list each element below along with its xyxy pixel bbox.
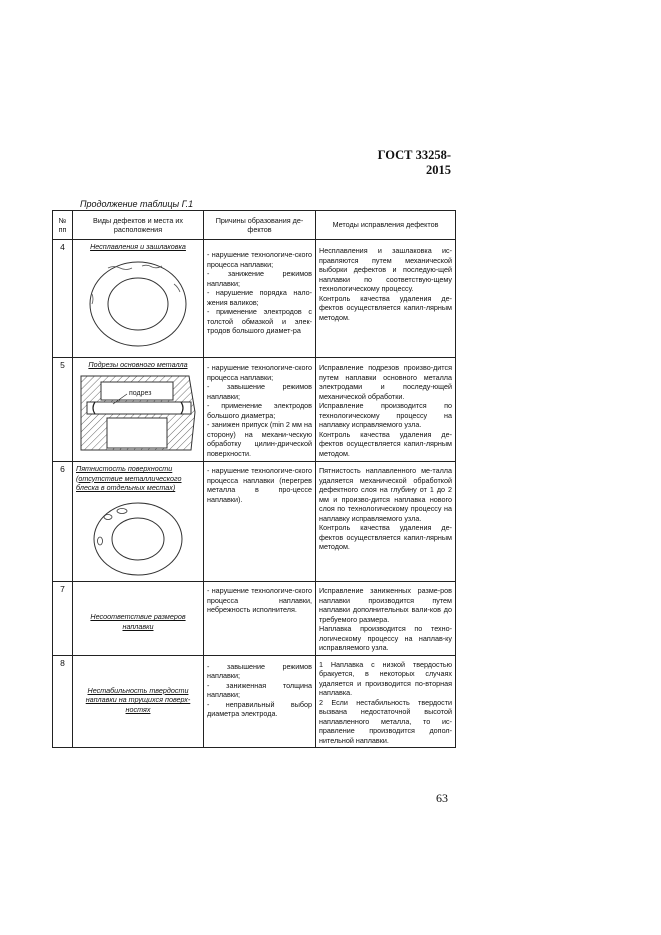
methods-cell [316,240,456,358]
method-line: 2 Если нестабильность твердости вызвана недостаточной высотой наплавленного металла, то ис-правление производится допол-нительной наплавки. [319,697,452,745]
methods-cell [316,655,456,748]
causes-cell [204,358,316,462]
table-row [53,358,456,462]
cause-line: - нарушение порядка нало-жения валиков; [207,288,312,307]
row-number: 6 [53,462,73,582]
undercut-label: подрез [129,389,152,397]
ring-spots-figure [86,495,190,579]
methods-cell [316,358,456,462]
cause-line: - нарушение технологиче-ского процесса наплавки, небрежность исполнителя. [207,586,312,614]
defect-cell [73,240,204,358]
method-line: Несплавления и зашлаковка ис-правляются путем механической выборки дефектов и последую-щей наплавки по соответствую-щему технологическому процессу. [319,246,452,293]
header-defect-type: Виды дефектов и места их расположения [73,211,204,240]
row-number: 7 [53,582,73,656]
header-methods: Методы исправления дефектов [316,211,456,240]
table-row [53,582,456,656]
cause-line: - применение электродов большого диаметра; [207,401,312,420]
table-row [53,462,456,582]
defect-title: Несплавления и зашлаковка [90,242,186,251]
undercut-section-figure [77,372,199,454]
causes-cell [204,582,316,656]
method-line: 1 Наплавка с низкой твердостью бракуется, в некоторых случаях удаляется и производится по-вторная наплавка. [319,659,452,697]
method-line: Пятнистость наплавленного ме-талла удаляется механической обработкой дефектного слоя на глубину от 1 до 2 мм и произво-дится наплавка нового слоя по технологическому процессу на наплавку исправляемого узла. [319,466,452,523]
method-line: Контроль качества удаления де-фектов осуществляется капил-лярным методом. [319,523,452,551]
method-line: Исправление заниженных разме-ров наплавки производится путем наплавки дополнительных вали-ков до требуемого размера. [319,586,452,624]
causes-cell [204,240,316,358]
method-line: Контроль качества удаления де-фектов осуществляется капил-лярным методом. [319,293,452,322]
ring-slag-figure [78,254,198,350]
document-code: ГОСТ 33258-2015 [377,148,451,177]
method-line: Исправление производится по технологическому процессу на наплавку исправляемого узла. [319,401,452,429]
defect-title: Несоответствие размеров наплавки [90,612,186,631]
causes-cell [204,655,316,748]
cause-line: - заниженная толщина наплавки; [207,680,312,699]
method-line: Контроль качества удаления де-фектов осуществляется капил-лярным методом. [319,429,452,458]
defect-cell [73,582,204,656]
header-causes: Причины образования де-фектов [204,211,316,240]
defect-title: Подрезы основного металла [88,360,188,369]
defect-cell [73,462,204,582]
method-line: Наплавка производится по техно-логическому процессу на наплав-ку исправляемого узла. [319,624,452,652]
cause-line: - занижение режимов наплавки; [207,269,312,288]
defect-cell [73,358,204,462]
cause-line: - завышение режимов наплавки; [207,382,312,401]
page-number: 63 [436,791,448,805]
cause-line: - занижен припуск (min 2 мм на сторону) на механи-ческую обработку цилин-дрической поверхности. [207,420,312,458]
causes-cell [204,462,316,582]
cause-line: - применение электродов с толстой обмазкой и элек-тродов большого диамет-ра [207,307,312,335]
methods-cell [316,582,456,656]
method-line: Исправление подрезов произво-дится путем наплавки основного металла электродами и последу-ющей механической обработки. [319,363,452,401]
cause-line: - нарушение технологиче-ского процесса наплавки; [207,250,312,269]
table-caption: Продолжение таблицы Г.1 [80,199,194,209]
methods-cell [316,462,456,582]
cause-line: - нарушение технологиче-ского процесса наплавки (перегрев металла в про-цессе наплавки). [207,466,312,504]
header-num: № пп [53,211,73,240]
defect-title: Пятнистость поверхности (отсутствие металлического блеска в отдельных местах) [76,464,182,492]
cause-line: - завышение режимов наплавки; [207,661,312,680]
table-row [53,240,456,358]
row-number: 5 [53,358,73,462]
row-number: 4 [53,240,73,358]
defects-table [52,210,456,748]
cause-line: - нарушение технологиче-ского процесса наплавки; [207,363,312,382]
cause-line: - неправильный выбор диаметра электрода. [207,699,312,718]
defect-title: Нестабильность твердости наплавки на трущихся поверх-ностях [85,685,191,714]
table-row [53,655,456,748]
row-number: 8 [53,655,73,748]
table-header-row [53,211,456,240]
defect-cell [73,655,204,748]
